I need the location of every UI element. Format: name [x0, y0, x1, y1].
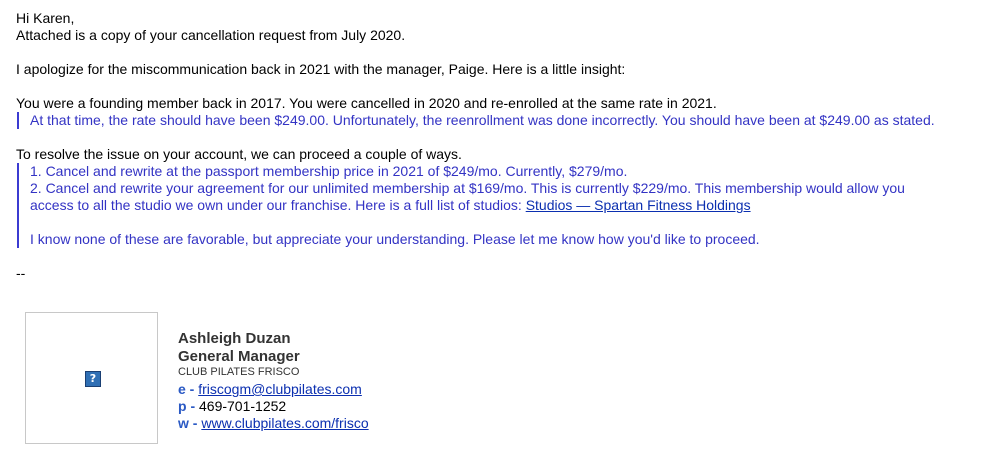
- attached-note: Attached is a copy of your cancellation request from July 2020.: [16, 27, 406, 43]
- quote-block-1: [17, 112, 991, 129]
- option-2-text: access to all the studio we own under our franchise. Here is a full list of studios:: [30, 197, 526, 213]
- signature-web-link[interactable]: www.clubpilates.com/frisco: [201, 415, 369, 431]
- signature-name: Ashleigh Duzan: [178, 330, 291, 347]
- closing-text: I know none of these are favorable, but appreciate your understanding. Please let me know how you'd like to proceed.: [30, 231, 760, 247]
- email-signature: [25, 312, 405, 446]
- broken-image-icon: ?: [85, 371, 101, 387]
- signature-separator: --: [16, 265, 26, 281]
- greeting: Hi Karen,: [16, 10, 75, 26]
- option-2-line-1: 2. Cancel and rewrite your agreement for our unlimited membership at $169/mo. This is currently $229/mo. This membership would allow you: [30, 180, 905, 196]
- apology-text: I apologize for the miscommunication back in 2021 with the manager, Paige. Here is a little insight:: [16, 61, 626, 77]
- signature-web-row: [178, 415, 369, 432]
- email-key: e -: [178, 381, 199, 397]
- quote-block-2: [17, 163, 991, 248]
- email-body: [16, 10, 991, 282]
- signature-title: General Manager: [178, 348, 300, 365]
- signature-org: CLUB PILATES FRISCO: [178, 366, 300, 378]
- signature-phone: 469-701-1252: [199, 398, 287, 414]
- signature-image-frame: [25, 312, 158, 444]
- option-2-line-2: [30, 197, 991, 214]
- option-1: 1. Cancel and rewrite at the passport membership price in 2021 of $249/mo. Currently, $279/mo.: [30, 163, 628, 179]
- quote-rate-text: At that time, the rate should have been $249.00. Unfortunately, the reenrollment was done incorrectly. You should have been at $249.00 as stated.: [30, 112, 935, 128]
- signature-email-link[interactable]: friscogm@clubpilates.com: [198, 381, 362, 397]
- studios-link[interactable]: Studios — Spartan Fitness Holdings: [525, 197, 751, 213]
- resolve-text: To resolve the issue on your account, we can proceed a couple of ways.: [16, 146, 462, 162]
- signature-phone-row: [178, 398, 369, 415]
- phone-key: p -: [178, 398, 199, 414]
- signature-email-row: [178, 381, 369, 398]
- founding-text: You were a founding member back in 2017. You were cancelled in 2020 and re-enrolled at the same rate in 2021.: [16, 95, 717, 111]
- web-key: w -: [178, 415, 202, 431]
- signature-details: [178, 330, 369, 432]
